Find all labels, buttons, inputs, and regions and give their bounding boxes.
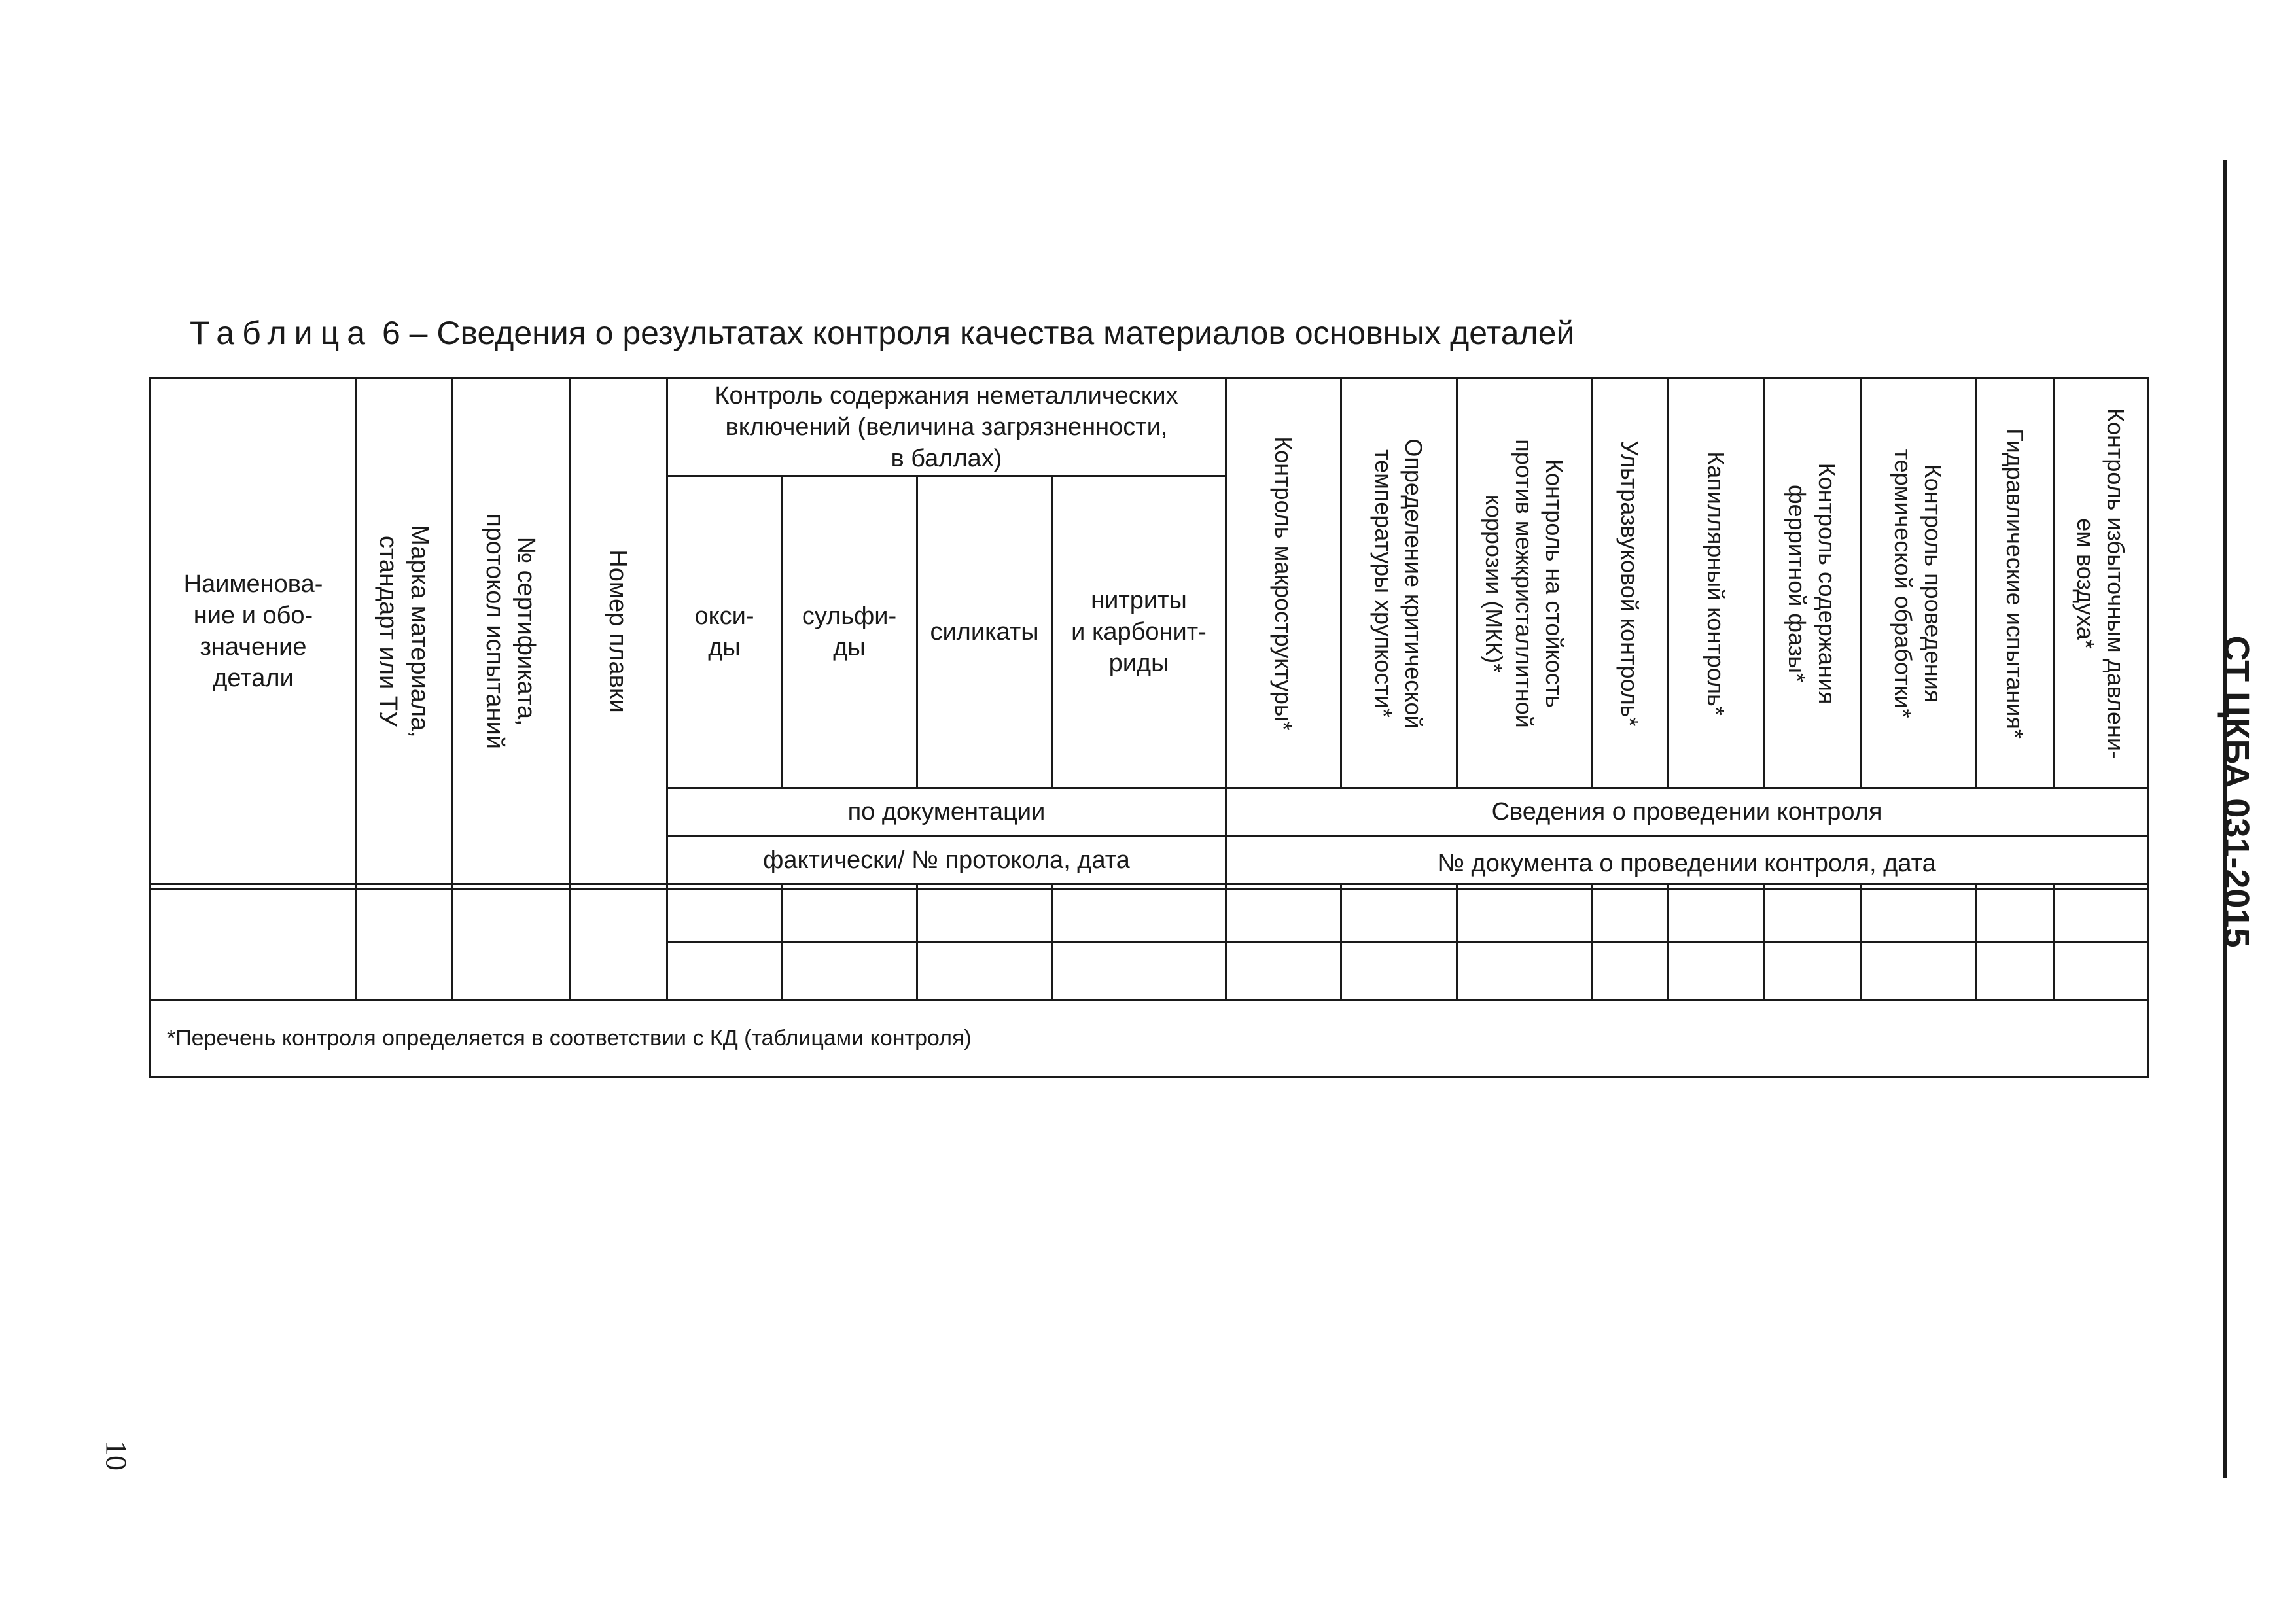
- header-nitrides: нитриты и карбонит- риды: [1071, 586, 1207, 678]
- header-part-name: Наименова- ние и обо- значение детали: [183, 570, 323, 693]
- header-control-capillary: Капиллярный контроль*: [1702, 451, 1729, 716]
- header-inclusions-group: Контроль содержания неметаллических включений (величина загрязненности, в баллах): [715, 381, 1178, 473]
- header-silicates: силикаты: [930, 618, 1039, 646]
- header-control-macrostructure: Контроль макроструктуры*: [1269, 436, 1297, 731]
- table-title-label: Таблица: [190, 315, 374, 351]
- header-control-corrosion: Контроль на стойкость против межкристаллитной коррозии (МКК)*: [1481, 439, 1568, 728]
- page-number: 10: [99, 1440, 133, 1471]
- header-control-brittleness: Определение критической температуры хрупкости*: [1370, 438, 1427, 729]
- header-control-heat-treatment: Контроль проведения термической обработки*: [1890, 449, 1947, 718]
- header-material-grade: Марка материала, стандарт или ТУ: [374, 525, 434, 738]
- table-title-text: 6 – Сведения о результатах контроля качества материалов основных деталей: [373, 315, 1575, 351]
- header-certificate: № сертификата, протокол испытаний: [481, 514, 540, 749]
- header-control-document: № документа о проведении контроля, дата: [1438, 849, 1936, 877]
- table-footnote: *Перечень контроля определяется в соответствии с КД (таблицами контроля): [167, 1026, 972, 1051]
- header-control-air-pressure: Контроль избыточным давлени- ем воздуха*: [2072, 408, 2129, 759]
- header-control-ferrite: Контроль содержания ферритной фазы*: [1784, 462, 1841, 705]
- header-oxides: окси- ды: [694, 602, 754, 661]
- header-control-info: Сведения о проведении контроля: [1491, 798, 1882, 826]
- header-by-documentation: по документации: [847, 798, 1046, 826]
- header-control-ultrasonic: Ультразвуковой контроль*: [1616, 440, 1643, 727]
- standard-code: СТ ЦКБА 031-2015: [2217, 635, 2256, 948]
- table-row: [151, 890, 2147, 999]
- header-control-hydraulic: Гидравлические испытания*: [2001, 428, 2028, 739]
- header-actual-protocol: фактически/ № протокола, дата: [763, 846, 1130, 874]
- table-title: [190, 317, 1574, 349]
- header-sulfides: сульфи- ды: [802, 602, 897, 661]
- header-heat-number: Номер плавки: [604, 550, 632, 713]
